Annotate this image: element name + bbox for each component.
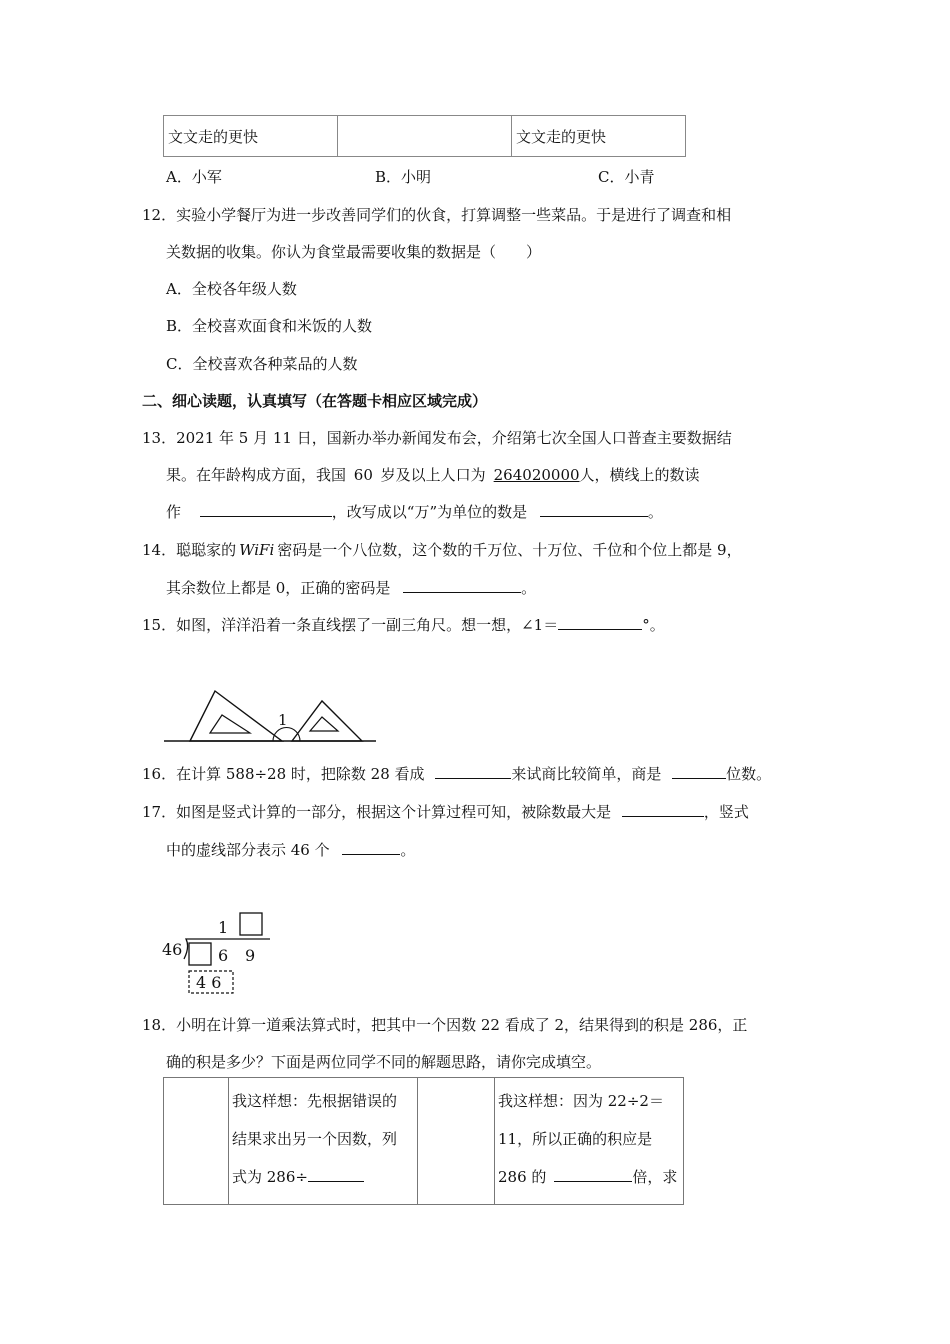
population-number: 264020000 [493, 466, 580, 484]
cell-line: 我这样想：因为 22÷2＝ [498, 1092, 664, 1110]
question-13-line1: 13．2021 年 5 月 11 日，国新办举办新闻发布会，介绍第七次全国人口普查主要数据结 [142, 429, 732, 447]
cell-text: 式为 286÷ [232, 1168, 308, 1186]
table-row [164, 1078, 684, 1205]
dividend-box [189, 943, 211, 965]
question-12-line2: 关数据的收集。你认为食堂最需要收集的数据是（ ） [166, 243, 542, 261]
option-a: A．全校各年级人数 [166, 280, 297, 298]
q14-text: 其余数位上都是 0，正确的密码是 [166, 579, 391, 597]
table-row [164, 116, 686, 157]
angle-label: 1 [278, 711, 288, 729]
question-14-line2 [166, 577, 536, 598]
product-digits: 4 6 [196, 973, 222, 992]
question-18-line2: 确的积是多少？下面是两位同学不同的解题思路，请你完成填空。 [166, 1053, 602, 1071]
triangle-ruler-right-inner [310, 717, 338, 731]
quotient-box [240, 913, 262, 935]
question-18-line1: 18．小明在计算一道乘法算式时，把其中一个因数 22 看成了 2，结果得到的积是 286，正 [142, 1016, 748, 1034]
question-17-line2 [166, 839, 415, 860]
cell-text: 倍，求 [632, 1168, 678, 1186]
answer-blank[interactable] [672, 764, 726, 779]
table-cell: 文文走的更快 [164, 116, 338, 157]
triangle-rulers-figure [160, 685, 380, 747]
dividend-digit: 9 [245, 946, 256, 965]
answer-blank[interactable] [200, 502, 332, 517]
q14-text: 14．聪聪家的 [142, 541, 237, 559]
q14-text: 密码是一个八位数，这个数的千万位、十万位、千位和个位上都是 9， [277, 541, 742, 559]
cell-line [232, 1158, 414, 1196]
solution-table [163, 1077, 684, 1205]
q13-text: ，改写成以“万”为单位的数是 [331, 503, 528, 521]
q17-text: 17．如图是竖式计算的一部分，根据这个计算过程可知，被除数最大是 [142, 803, 612, 821]
question-13-line3 [166, 501, 663, 522]
quotient-digit: 1 [218, 918, 229, 937]
q16-text: 位数。 [726, 765, 772, 783]
cell-line: 11，所以正确的积应是 [498, 1130, 653, 1148]
question-12-line1: 12．实验小学餐厅为进一步改善同学们的伙食，打算调整一些菜品。于是进行了调查和相 [142, 206, 732, 224]
q17-text: 。 [400, 841, 416, 859]
table-cell-method1 [229, 1078, 418, 1205]
q17-text: 中的虚线部分表示 46 个 [166, 841, 330, 859]
table-cell-empty [164, 1078, 229, 1205]
cell-text: 286 的 [498, 1168, 547, 1186]
wifi-text: WiFi [239, 541, 275, 559]
question-15 [142, 614, 665, 635]
q17-text: ，竖式 [703, 803, 749, 821]
cell-line: 结果求出另一个因数，列 [232, 1130, 398, 1148]
answer-blank[interactable] [622, 802, 704, 817]
answer-blank[interactable] [342, 840, 400, 855]
dividend-digit: 6 [218, 946, 229, 965]
q13-text: 人，横线上的数读 [579, 466, 700, 484]
answer-blank[interactable] [540, 502, 648, 517]
q13-text: 果。在年龄构成方面，我国 60 岁及以上人口为 [166, 466, 486, 484]
answer-blank[interactable] [308, 1167, 364, 1182]
option-b: B．全校喜欢面食和米饭的人数 [166, 317, 373, 335]
q13-text: 。 [647, 503, 663, 521]
option-c: C．全校喜欢各种菜品的人数 [166, 355, 358, 373]
question-14-line1 [142, 539, 742, 560]
option-b: B．小明 [375, 168, 432, 186]
option-a: A．小军 [166, 168, 222, 186]
q16-text: 16．在计算 588÷28 时，把除数 28 看成 [142, 765, 425, 783]
q16-text: 来试商比较简单，商是 [511, 765, 662, 783]
question-16 [142, 763, 771, 784]
angle-arc [273, 728, 300, 742]
comparison-table [163, 115, 686, 157]
question-17-line1 [142, 801, 749, 822]
q15-text: 15．如图，洋洋沿着一条直线摆了一副三角尺。想一想，∠1＝ [142, 616, 559, 634]
section-heading: 二、细心读题，认真填写（在答题卡相应区域完成） [142, 392, 488, 410]
answer-blank[interactable] [558, 615, 642, 630]
long-division-figure [160, 905, 280, 997]
answer-blank[interactable] [554, 1167, 632, 1182]
option-c: C．小青 [598, 168, 655, 186]
answer-blank[interactable] [403, 578, 521, 593]
divisor: 46 [162, 940, 183, 959]
question-13-line2 [166, 464, 700, 485]
table-cell-method2 [495, 1078, 684, 1205]
table-cell [338, 116, 512, 157]
cell-line: 我这样想：先根据错误的 [232, 1092, 398, 1110]
table-cell-empty [418, 1078, 495, 1205]
q15-text: °。 [642, 616, 665, 634]
q13-text: 作 [166, 503, 182, 521]
q14-text: 。 [521, 579, 537, 597]
cell-line [498, 1158, 680, 1196]
triangle-ruler-left-inner [210, 715, 250, 733]
answer-blank[interactable] [435, 764, 511, 779]
table-cell: 文文走的更快 [512, 116, 686, 157]
